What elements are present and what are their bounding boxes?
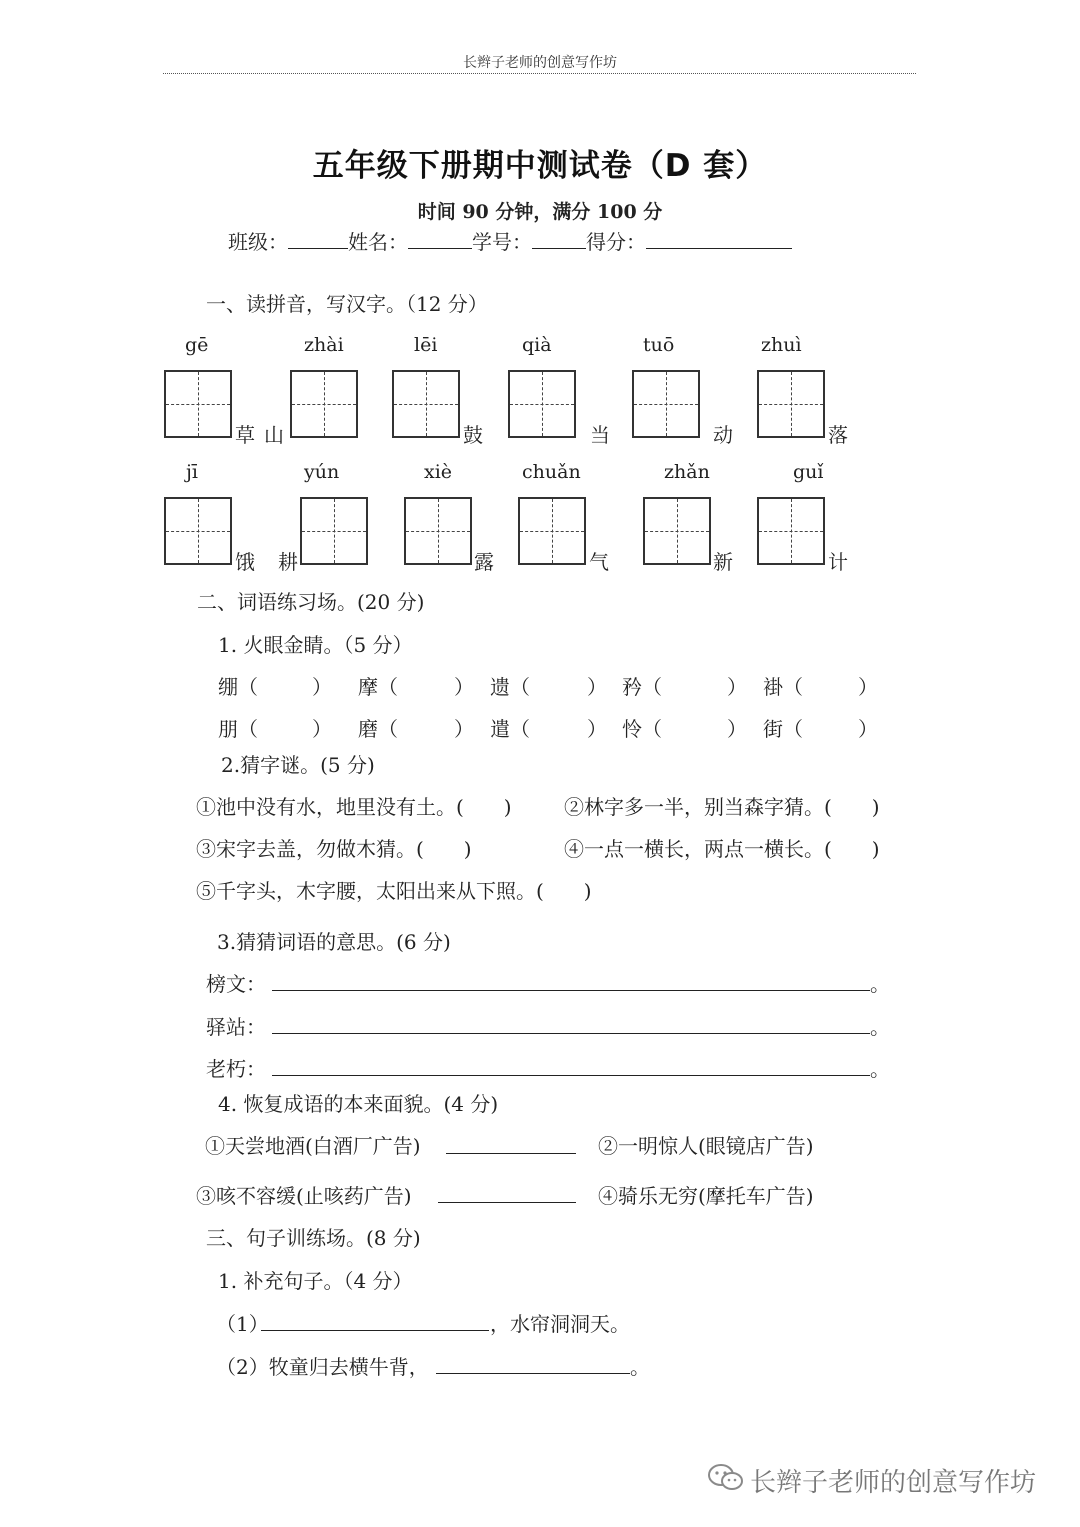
answer-line[interactable] [272,990,870,991]
period: 。 [870,1057,890,1081]
name-blank[interactable] [408,228,472,249]
sentence-prefix: （1） [216,1312,269,1336]
pinyin: lēi [414,334,438,356]
char-pair: 摩（ [358,675,398,699]
pinyin: qià [522,334,552,356]
writing-box[interactable] [757,497,825,565]
page-header: 长辫子老师的创意写作坊 [463,55,617,71]
word-char: 山 [264,423,284,447]
char-pair: 遗（ [490,675,530,699]
student-info-line [228,226,792,255]
answer-line[interactable] [436,1373,630,1374]
writing-box[interactable] [290,370,358,438]
char-pair: ） [587,675,607,699]
name-label: 姓名： [348,230,408,254]
answer-line[interactable] [438,1202,576,1203]
pinyin: jī [186,461,198,483]
q3-title: 3.猜猜词语的意思。(6 分) [217,930,451,954]
word-char: 新 [713,550,733,574]
riddle-item: ②林字多一半，别当森字猜。( ) [564,795,880,819]
word-char: 鼓 [463,423,483,447]
char-pair: 褂（ [763,675,803,699]
watermark-text: 长辫子老师的创意写作坊 [750,1468,1037,1498]
section2-heading: 二、词语练习场。(20 分) [197,590,425,614]
idiom-item: ②一明惊人(眼镜店广告) [598,1134,814,1158]
period: 。 [870,1015,890,1039]
period: 。 [870,972,890,996]
writing-box[interactable] [518,497,586,565]
writing-box[interactable] [404,497,472,565]
header-divider [163,73,916,74]
riddle-item: ①池中没有水，地里没有土。( ) [196,795,512,819]
pinyin: tuō [643,334,675,356]
number-blank[interactable] [532,228,586,249]
pinyin: zhài [304,334,344,356]
answer-line[interactable] [446,1153,576,1154]
char-pair: 矜（ [622,675,662,699]
word-label: 榜文： [206,972,266,996]
writing-box[interactable] [757,370,825,438]
number-label: 学号： [472,230,532,254]
word-char: 草 [235,423,255,447]
word-char: 计 [828,550,848,574]
word-label: 老朽： [206,1057,266,1081]
writing-box[interactable] [164,370,232,438]
char-pair: ） [454,675,474,699]
riddle-item: ③宋字去盖，勿做木猜。( ) [196,837,472,861]
char-pair: 街（ [763,717,803,741]
char-pair: ） [727,675,747,699]
riddle-item: ⑤千字头，木字腰，太阳出来从下照。( ) [196,879,592,903]
q1-title: 1. 火眼金睛。（5 分） [218,633,413,657]
class-blank[interactable] [288,228,348,249]
s3q1-title: 1. 补充句子。（4 分） [218,1269,413,1293]
char-pair: ） [454,717,474,741]
word-char: 动 [713,423,733,447]
section3-heading: 三、句子训练场。(8 分) [206,1226,421,1250]
char-pair: 朋（ [218,717,258,741]
pinyin: yún [304,461,340,483]
riddle-item: ④一点一横长，两点一横长。( ) [564,837,880,861]
word-char: 耕 [278,550,298,574]
char-pair: ） [858,675,878,699]
pinyin: gē [185,334,209,356]
pinyin: zhuì [761,334,802,356]
word-char: 落 [828,423,848,447]
q4-title: 4. 恢复成语的本来面貌。(4 分) [218,1092,499,1116]
answer-line[interactable] [272,1075,870,1076]
word-char: 当 [590,423,610,447]
writing-box[interactable] [508,370,576,438]
char-pair: ） [858,717,878,741]
char-pair: 遣（ [490,717,530,741]
writing-box[interactable] [164,497,232,565]
exam-subtitle: 时间 90 分钟，满分 100 分 [417,201,663,223]
q2-title: 2.猜字谜。(5 分) [221,753,375,777]
word-label: 驿站： [206,1015,266,1039]
sentence-suffix: 。 [630,1355,650,1379]
writing-box[interactable] [300,497,368,565]
word-char: 气 [589,550,609,574]
writing-box[interactable] [632,370,700,438]
char-pair: ） [587,717,607,741]
word-char: 露 [474,550,494,574]
writing-box[interactable] [392,370,460,438]
char-pair: 磨（ [358,717,398,741]
idiom-item: ①天尝地酒(白酒厂广告) [205,1134,421,1158]
pinyin: zhǎn [664,461,710,483]
section1-heading: 一、读拼音，写汉字。（12 分） [206,292,488,316]
score-blank[interactable] [646,228,792,249]
pinyin: xiè [424,461,453,483]
char-pair: ） [312,675,332,699]
idiom-item: ③咳不容缓(止咳药广告) [196,1184,412,1208]
char-pair: 绷（ [218,675,258,699]
class-label: 班级： [228,230,288,254]
writing-box[interactable] [643,497,711,565]
char-pair: ） [727,717,747,741]
answer-line[interactable] [272,1033,870,1034]
pinyin: chuǎn [522,461,581,483]
char-pair: 怜（ [622,717,662,741]
char-pair: ） [312,717,332,741]
sentence-suffix: ，水帘洞洞天。 [490,1312,630,1336]
answer-line[interactable] [261,1330,489,1331]
idiom-item: ④骑乐无穷(摩托车广告) [598,1184,814,1208]
pinyin: guǐ [793,461,824,483]
word-char: 饿 [235,550,255,574]
wechat-icon [706,1462,746,1494]
page-title: 五年级下册期中测试卷（D 套） [312,148,768,184]
sentence-prefix: （2）牧童归去横牛背， [216,1355,429,1379]
score-label: 得分： [586,230,646,254]
